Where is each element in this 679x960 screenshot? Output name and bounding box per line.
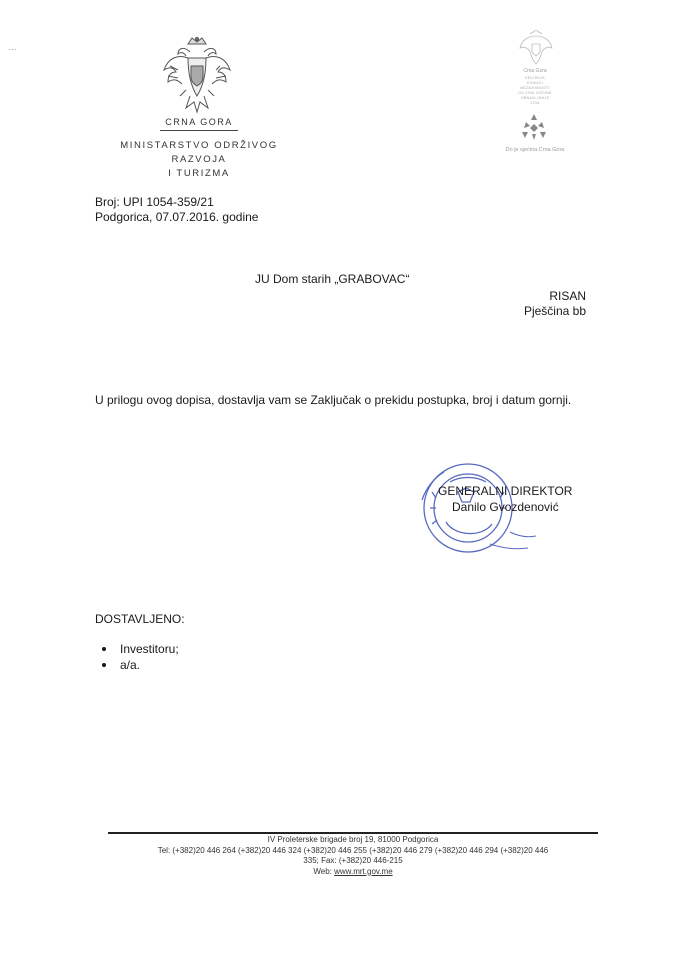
footer-web-link[interactable]: www.mrt.gov.me bbox=[334, 866, 393, 876]
ministry-name bbox=[92, 139, 306, 181]
footer bbox=[108, 835, 598, 877]
signature-name: Danilo Gvozdenović bbox=[452, 500, 559, 514]
footer-divider bbox=[108, 832, 598, 834]
list-item-text: a/a. bbox=[120, 658, 141, 672]
right-logo-line: DOMAĆI bbox=[526, 81, 544, 85]
distribution-list bbox=[102, 641, 179, 673]
bullet-icon bbox=[102, 663, 106, 667]
footer-web-label: Web: bbox=[313, 866, 335, 876]
ministry-line-1: MINISTARSTVO ODRŽIVOG RAZVOJA bbox=[120, 140, 278, 165]
montenegro-crest-outline-icon bbox=[510, 30, 562, 66]
snowflake-logo-icon bbox=[516, 112, 552, 142]
right-logo-line: OBNAVLJANJE bbox=[520, 96, 550, 100]
ministry-line-2: I TURIZMA bbox=[168, 168, 230, 179]
addressee-location bbox=[420, 289, 586, 319]
addressee-name: JU Dom starih „GRABOVAC“ bbox=[255, 272, 410, 286]
bullet-icon bbox=[102, 647, 106, 651]
footer-phones-line-1: Tel: (+382)20 446 264 (+382)20 446 324 (+382)20 446 255 (+382)20 446 279 (+382)20 446 294 (+382)20 446 bbox=[157, 845, 549, 855]
list-item-text: Investitoru; bbox=[120, 642, 179, 656]
addressee-city: RISAN bbox=[549, 289, 586, 303]
reference-place-date: Podgorica, 07.07.2016. godine bbox=[95, 210, 259, 224]
reference-block bbox=[95, 195, 258, 225]
right-logo-line: NEZAVISNOSTI bbox=[520, 86, 550, 90]
list-item bbox=[102, 641, 179, 657]
addressee-street: Pješčina bb bbox=[523, 304, 586, 318]
footer-phones-line-2: 335; Fax: (+382)20 446-215 bbox=[303, 856, 403, 865]
corner-mark: ·-· bbox=[8, 44, 17, 54]
distribution-heading: DOSTAVLJENO: bbox=[95, 612, 185, 626]
reference-number: Broj: UPI 1054-359/21 bbox=[95, 195, 214, 209]
header-divider bbox=[160, 130, 238, 131]
right-logo-tagline: Do je sjećina Crna Gora bbox=[505, 147, 565, 153]
right-logo-small-text bbox=[500, 76, 570, 106]
right-logo-line: 2018 bbox=[530, 101, 540, 105]
footer-web bbox=[108, 867, 598, 878]
right-logo-line: OD 2006 GODINE bbox=[518, 91, 552, 95]
right-logo-country: Crna Gora bbox=[523, 68, 547, 74]
list-item bbox=[102, 657, 179, 673]
signature-title: GENERALNI DIREKTOR bbox=[438, 484, 573, 498]
montenegro-coat-of-arms-icon bbox=[160, 36, 234, 114]
footer-address: IV Proleterske brigade broj 19, 81000 Podgorica bbox=[267, 835, 439, 844]
letter-body: U prilogu ovog dopisa, dostavlja vam se Zaključak o prekidu postupka, broj i datum gornji. bbox=[95, 393, 572, 407]
right-logo-line: SEDIŠNJA bbox=[525, 76, 545, 80]
country-name: CRNA GORA bbox=[165, 117, 233, 127]
